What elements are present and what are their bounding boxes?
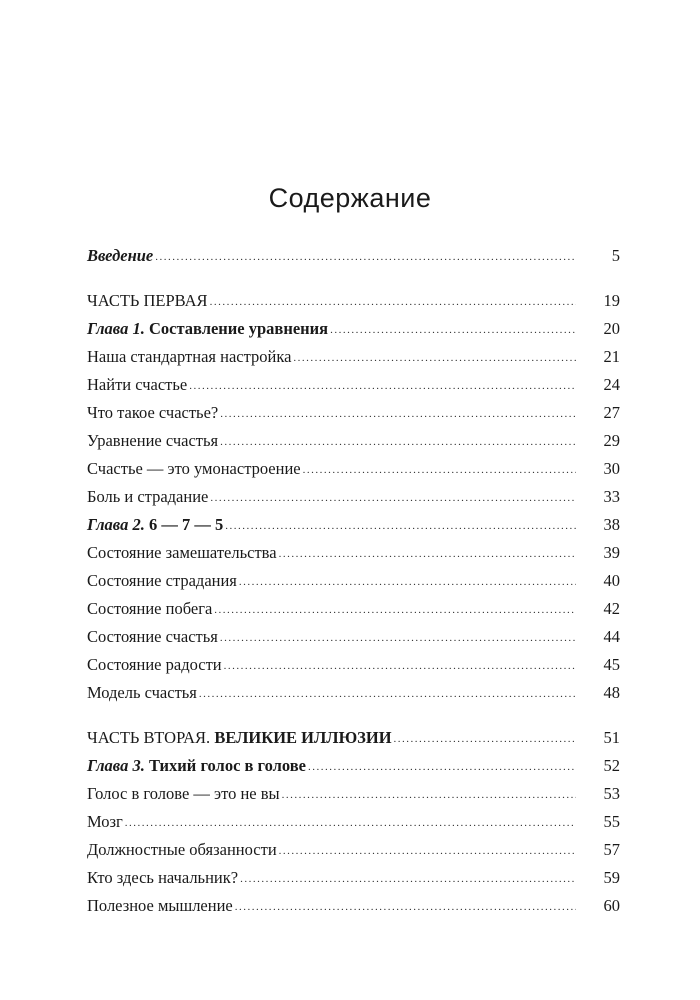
- chapter-prefix: Глава 1.: [87, 319, 145, 338]
- dot-leader: [125, 809, 576, 837]
- toc-entry-label: Счастье — это умонастроение: [87, 459, 301, 478]
- toc-page-number: 33: [603, 487, 620, 506]
- dot-leader: [240, 865, 576, 893]
- chapter-title: 6 — 7 — 5: [148, 515, 224, 534]
- toc-entry[interactable]: [87, 864, 620, 892]
- toc-entry-label: Что такое счастье?: [87, 403, 219, 422]
- toc-entry[interactable]: [87, 623, 620, 651]
- dot-leader: [282, 781, 576, 809]
- toc-entry-label: Должностные обязанности: [87, 840, 277, 859]
- table-of-contents: [87, 242, 620, 920]
- dot-leader: [279, 837, 576, 865]
- toc-page-number: 39: [603, 543, 620, 562]
- toc-page-number: 60: [603, 896, 620, 915]
- dot-leader: [239, 568, 576, 596]
- toc-page-number: 53: [603, 784, 620, 803]
- dot-leader: [214, 596, 576, 624]
- dot-leader: [235, 893, 576, 921]
- toc-entry[interactable]: [87, 427, 620, 455]
- toc-entry-label: Полезное мышление: [87, 896, 233, 915]
- page-title: Содержание: [268, 183, 432, 213]
- toc-page-number: 38: [603, 515, 620, 534]
- toc-entry[interactable]: [87, 455, 620, 483]
- dot-leader: [303, 456, 576, 484]
- toc-page-number: 40: [603, 571, 620, 590]
- toc-page-number: 57: [603, 840, 620, 859]
- toc-entry-label: [87, 315, 330, 343]
- dot-leader: [293, 344, 576, 372]
- toc-page-number: 29: [603, 431, 620, 450]
- toc-entry[interactable]: [87, 808, 620, 836]
- toc-entry[interactable]: [87, 836, 620, 864]
- toc-entry-label: Наша стандартная настройка: [87, 347, 292, 366]
- part-prefix: ЧАСТЬ ВТОРАЯ.: [87, 728, 211, 747]
- toc-entry[interactable]: [87, 651, 620, 679]
- toc-entry[interactable]: [87, 539, 620, 567]
- toc-entry[interactable]: [87, 595, 620, 623]
- dot-leader: [220, 400, 576, 428]
- toc-entry-label: Найти счастье: [87, 375, 188, 394]
- toc-entry-chapter-2[interactable]: [87, 511, 620, 539]
- dot-leader: [220, 428, 576, 456]
- toc-entry-label: Голос в голове — это не вы: [87, 784, 280, 803]
- chapter-prefix: Глава 2.: [87, 515, 145, 534]
- toc-entry-label: Кто здесь начальник?: [87, 868, 239, 887]
- toc-entry[interactable]: [87, 780, 620, 808]
- toc-entry[interactable]: [87, 399, 620, 427]
- toc-entry-chapter-3[interactable]: [87, 752, 620, 780]
- toc-page-number: 42: [603, 599, 620, 618]
- toc-entry-part-two[interactable]: [87, 724, 620, 752]
- toc-page-number: 20: [603, 319, 620, 338]
- dot-leader: [279, 540, 576, 568]
- toc-page-number: 59: [603, 868, 620, 887]
- toc-page-number: 19: [603, 291, 620, 310]
- toc-entry-label: Мозг: [87, 812, 123, 831]
- toc-entry[interactable]: [87, 567, 620, 595]
- dot-leader: [225, 512, 576, 540]
- toc-page-number: 21: [603, 347, 620, 366]
- dot-leader: [220, 624, 576, 652]
- toc-page-number: 55: [603, 812, 620, 831]
- toc-page-number: 27: [603, 403, 620, 422]
- dot-leader: [189, 372, 576, 400]
- dot-leader: [330, 316, 576, 344]
- chapter-title: Тихий голос в голове: [148, 756, 306, 775]
- toc-page-number: 45: [603, 655, 620, 674]
- toc-entry[interactable]: [87, 892, 620, 920]
- toc-entry[interactable]: [87, 483, 620, 511]
- toc-page-number: 24: [603, 375, 620, 394]
- dot-leader: [394, 725, 576, 753]
- toc-page-number: 51: [603, 728, 620, 747]
- toc-entry-label: Уравнение счастья: [87, 431, 219, 450]
- dot-leader: [210, 484, 576, 512]
- toc-page-number: 44: [603, 627, 620, 646]
- toc-entry-label: Состояние радости: [87, 655, 222, 674]
- dot-leader: [224, 652, 576, 680]
- toc-page-number: 48: [603, 683, 620, 702]
- toc-entry[interactable]: [87, 343, 620, 371]
- toc-entry-label: Состояние замешательства: [87, 543, 277, 562]
- toc-entry[interactable]: [87, 679, 620, 707]
- toc-entry-label: [87, 724, 394, 752]
- toc-entry-label: Введение: [87, 246, 154, 265]
- toc-entry[interactable]: [87, 371, 620, 399]
- chapter-title: Составление уравнения: [148, 319, 329, 338]
- toc-entry-part-one[interactable]: [87, 287, 620, 315]
- chapter-prefix: Глава 3.: [87, 756, 145, 775]
- toc-entry-label: [87, 511, 225, 539]
- toc-entry-chapter-1[interactable]: [87, 315, 620, 343]
- part-title: ВЕЛИКИЕ ИЛЛЮЗИИ: [214, 728, 392, 747]
- toc-entry-intro[interactable]: [87, 242, 620, 270]
- dot-leader: [155, 243, 576, 271]
- toc-entry-label: Состояние побега: [87, 599, 213, 618]
- dot-leader: [210, 288, 576, 316]
- toc-page-number: 30: [603, 459, 620, 478]
- toc-page-number: 5: [611, 246, 620, 265]
- toc-entry-label: Состояние страдания: [87, 571, 237, 590]
- toc-entry-label: ЧАСТЬ ПЕРВАЯ: [87, 291, 208, 310]
- toc-entry-label: [87, 752, 308, 780]
- dot-leader: [308, 753, 576, 781]
- toc-page-number: 52: [603, 756, 620, 775]
- dot-leader: [199, 680, 576, 708]
- toc-entry-label: Состояние счастья: [87, 627, 218, 646]
- toc-entry-label: Боль и страдание: [87, 487, 209, 506]
- toc-entry-label: Модель счастья: [87, 683, 197, 702]
